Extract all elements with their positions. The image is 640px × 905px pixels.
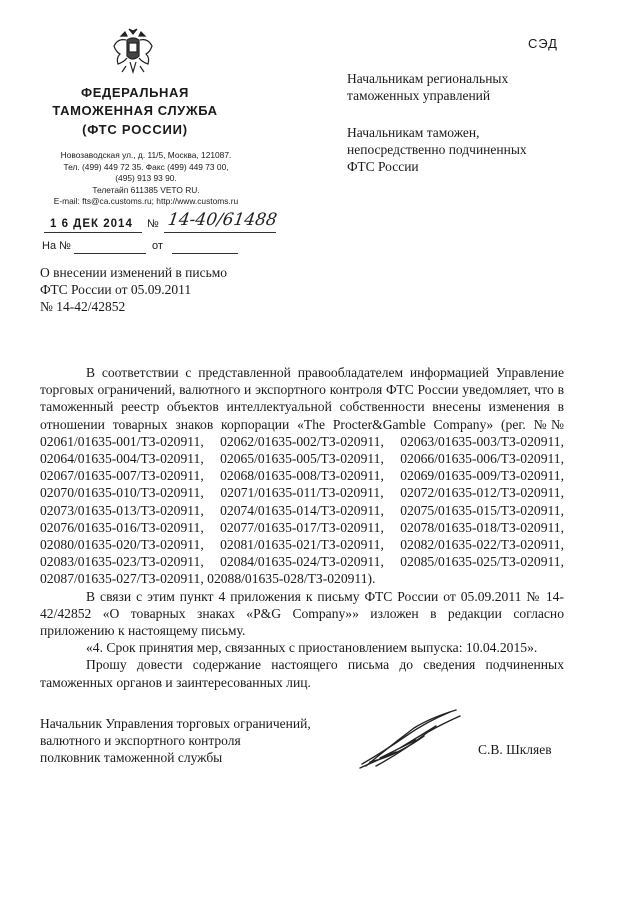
signatory-position — [40, 715, 311, 766]
registration-date-underline — [44, 232, 142, 233]
recipient-line: ФТС России — [347, 159, 419, 174]
recipient-line: таможенных управлений — [347, 88, 491, 103]
letter-body — [40, 364, 564, 691]
organization-name — [40, 84, 230, 120]
reply-to-label: На № — [42, 240, 71, 252]
recipient-group-regional — [347, 70, 508, 104]
subject-line: О внесении изменений в письмо — [40, 265, 228, 280]
contact-phone-2: (495) 913 93 90. — [115, 173, 177, 184]
signatory-name: С.В. Шкляев — [478, 742, 552, 757]
body-paragraph: В соответствии с представленной правообладателем информацией Управление торговых ограничений, валютного и экспортного контроля ФТС России уведомляет, что в таможенный реестр объектов интеллектуальной собственности внесены изменения в отношении товарных знаков корпорации «The Procter&Gamble Company» (рег. №№ 02061/01635-001/ТЗ-020911, 02062/01635-002/ТЗ-020911, 02063/01635-003/ТЗ-020911, 02064/01635-004/ТЗ-020911, 02065/01635-005/ТЗ-020911, 02066/01635-006/ТЗ-020911, 02067/01635-007/ТЗ-020911, 02068/01635-008/ТЗ-020911, 02069/01635-009/ТЗ-020911, 02070/01635-010/ТЗ-020911, 02071/01635-011/ТЗ-020911, 02072/01635-012/ТЗ-020911, 02073/01635-013/ТЗ-020911, 02074/01635-014/ТЗ-020911, 02075/01635-015/ТЗ-020911, 02076/01635-016/ТЗ-020911, 02077/01635-017/ТЗ-020911, 02078/01635-018/ТЗ-020911, 02080/01635-020/ТЗ-020911, 02081/01635-021/ТЗ-020911, 02082/01635-022/ТЗ-020911, 02083/01635-023/ТЗ-020911, 02084/01635-024/ТЗ-020911, 02085/01635-025/ТЗ-020911, 02087/01635-027/ТЗ-020911, 02088/01635-028/ТЗ-020911). — [40, 365, 564, 587]
signatory-position-line: полковник таможенной службы — [40, 750, 223, 765]
organization-name-line1: ФЕДЕРАЛЬНАЯ — [81, 85, 189, 100]
sed-mark: СЭД — [528, 36, 558, 51]
contact-email-web: E-mail: fts@ca.customs.ru; http://www.customs.ru — [53, 196, 239, 207]
subject-line: ФТС России от 05.09.2011 — [40, 282, 192, 297]
handwritten-signature-icon — [356, 706, 466, 772]
registration-number-handwritten: 14-40/61488 — [166, 210, 279, 230]
registration-date: 1 6 ДЕК 2014 — [50, 218, 133, 230]
body-paragraph: В связи с этим пункт 4 приложения к письму ФТС России от 05.09.2011 № 14-42/42852 «О товарных знаках «P&G Company»» изложен в редакции согласно приложению к настоящему письму. — [40, 588, 564, 639]
body-paragraph: «4. Срок принятия мер, связанных с приостановлением выпуска: 10.04.2015». — [86, 640, 538, 656]
signatory-position-line: валютного и экспортного контроля — [40, 733, 241, 748]
recipient-line: непосредственно подчиненных — [347, 142, 527, 157]
reply-from-label: от — [152, 240, 163, 252]
organization-contacts — [30, 150, 262, 208]
signatory-position-line: Начальник Управления торговых ограничений, — [40, 716, 311, 731]
reply-to-underline — [74, 253, 146, 254]
organization-name-line2: ТАМОЖЕННАЯ СЛУЖБА — [52, 103, 218, 118]
recipient-group-customs — [347, 124, 527, 175]
contact-address: Новозаводская ул., д. 11/5, Москва, 121087. — [60, 150, 232, 160]
body-paragraph: Прошу довести содержание настоящего письма до сведения подчиненных таможенных органов и заинтересованных лиц. — [40, 657, 564, 690]
recipient-line: Начальникам региональных — [347, 71, 509, 86]
registration-number-label: № — [147, 218, 159, 230]
registration-number-underline — [164, 232, 276, 233]
contact-phone-fax: Тел. (499) 449 72 35. Факс (499) 449 73 00, — [63, 161, 229, 172]
recipient-line: Начальникам таможен, — [347, 125, 480, 140]
letter-subject — [40, 264, 227, 315]
reply-from-underline — [172, 253, 238, 254]
subject-line: № 14-42/42852 — [40, 299, 126, 314]
coat-of-arms-emblem-icon — [112, 26, 154, 76]
organization-abbreviation: (ФТС РОССИИ) — [82, 122, 188, 137]
contact-teletype: Телетайп 611385 VETO RU. — [92, 184, 200, 195]
